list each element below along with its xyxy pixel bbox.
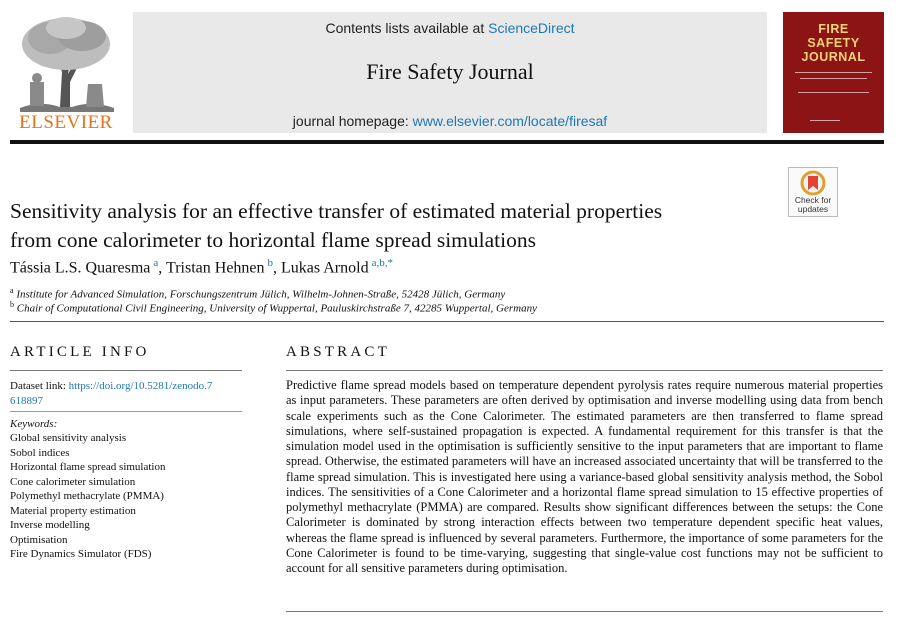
author-list (10, 257, 770, 277)
section-rule (10, 321, 884, 322)
abstract-heading: ABSTRACT (286, 344, 390, 360)
article-title (10, 197, 770, 255)
journal-title: Fire Safety Journal (366, 59, 534, 84)
dataset-doi-link[interactable]: https://doi.org/10.5281/zenodo.7 (68, 380, 213, 392)
keyword-item: Optimisation (10, 533, 68, 546)
article-info-rule (10, 370, 242, 371)
elsevier-wordmark: ELSEVIER (19, 112, 113, 133)
affiliation-text: Institute for Advanced Simulation, Forschungszentrum Jülich, Wilhelm-Johnen-Straße, 52428 Jülich, Germany (16, 288, 506, 301)
cover-title-line: FIRE (818, 22, 849, 36)
abstract-bottom-rule (286, 611, 883, 612)
cover-title-line: JOURNAL (801, 50, 866, 64)
homepage-line (133, 113, 767, 129)
keyword-item: Cone calorimeter simulation (10, 475, 136, 488)
author-affiliation-mark[interactable]: b (267, 257, 274, 269)
journal-homepage-link[interactable]: www.elsevier.com/locate/firesaf (412, 113, 608, 129)
keyword-item: Fire Dynamics Simulator (FDS) (10, 548, 152, 560)
article-title-line: from cone calorimeter to horizontal flame spread simulations (10, 228, 536, 252)
keyword-item: Inverse modelling (10, 519, 90, 531)
article-title-line: Sensitivity analysis for an effective transfer of estimated material properties (10, 199, 663, 223)
homepage-prefix: journal homepage: (292, 113, 413, 129)
affiliation-mark: b (10, 300, 14, 309)
dataset-label: Dataset link: (10, 380, 69, 392)
affiliation-text: Chair of Computational Civil Engineering, University of Wuppertal, Pauluskirchstraße 7, 42285 Wuppertal, Germany (16, 302, 537, 315)
author-affiliation-mark[interactable]: a,b,* (371, 257, 393, 269)
keywords-rule (10, 411, 242, 412)
affiliation-mark: a (10, 286, 14, 295)
abstract-rule (286, 370, 883, 371)
keyword-item: Sobol indices (10, 446, 70, 459)
contents-line (133, 20, 767, 36)
keyword-item: Polymethyl methacrylate (PMMA) (10, 490, 164, 502)
keyword-item: Material property estimation (10, 504, 136, 517)
affiliation-b (10, 300, 810, 315)
cover-title (783, 22, 884, 64)
cover-title-line: SAFETY (807, 36, 860, 50)
abstract-text: Predictive flame spread models based on temperature dependent pyrolysis rates require numerous material properties as input parameters. These parameters are often derived by optimisation and inverse modelling using data from bench scale experiments such as the Cone Calorimeter. The estimated parameters are then transferred to flame spread simulations, where self-sustained propagation is expected. A fundamental requirement for this transfer is that the simulation model used in the optimisation is sufficiently sensitive to the input parameters that are important to flame spread. Otherwise, the estimated parameters will have an increased associated uncertainty that will be transferred to the flame spread simulation. This is investigated here using a variance-based global sensitivity analysis method, the Sobol indices. The sensitivities of a Cone Calorimeter and a horizontal flame spread simulation to 15 effective properties of polymethyl methacrylate (PMMA) are compared. Results show significant differences between the setups: the Cone Calorimeter is dominated by strong interaction effects between two temperature dependent specific heat values, whereas the flame spread is influenced by several parameters. Furthermore, the importance of some parameters for the Cone Calorimeter is found to be time-varying, suggesting that single-value cost functions may not be sufficient to account for all sensitive parameters during optimisation. (286, 378, 883, 575)
check-updates-label (788, 196, 838, 214)
sciencedirect-link[interactable]: ScienceDirect (488, 20, 575, 36)
author-name[interactable]: Tristan Hehnen (166, 259, 265, 277)
cover-text-line (798, 92, 869, 93)
cover-text-line (800, 78, 867, 79)
keyword-item: Horizontal flame spread simulation (10, 461, 166, 473)
check-updates-line: updates (797, 204, 829, 214)
article-info-heading: ARTICLE INFO (10, 344, 150, 360)
header-rule (10, 140, 884, 144)
check-updates-icon (789, 168, 837, 198)
keyword-item: Global sensitivity analysis (10, 432, 127, 444)
check-updates-line: Check for (794, 195, 832, 205)
author-separator: , (273, 259, 282, 277)
author-affiliation-mark[interactable]: a (153, 257, 159, 269)
affiliation-a (10, 286, 810, 301)
author-separator: , (158, 259, 167, 277)
author-name[interactable]: Lukas Arnold (281, 259, 369, 277)
dataset-doi-link-cont[interactable]: 618897 (10, 394, 43, 407)
keywords-list (10, 431, 165, 562)
dataset-link-block (10, 379, 242, 408)
cover-text-line (810, 120, 840, 121)
cover-text-line (795, 72, 872, 73)
contents-prefix: Contents lists available at (325, 20, 489, 36)
author-name[interactable]: Tássia L.S. Quaresma (10, 259, 151, 277)
keywords-label: Keywords: (10, 418, 58, 430)
